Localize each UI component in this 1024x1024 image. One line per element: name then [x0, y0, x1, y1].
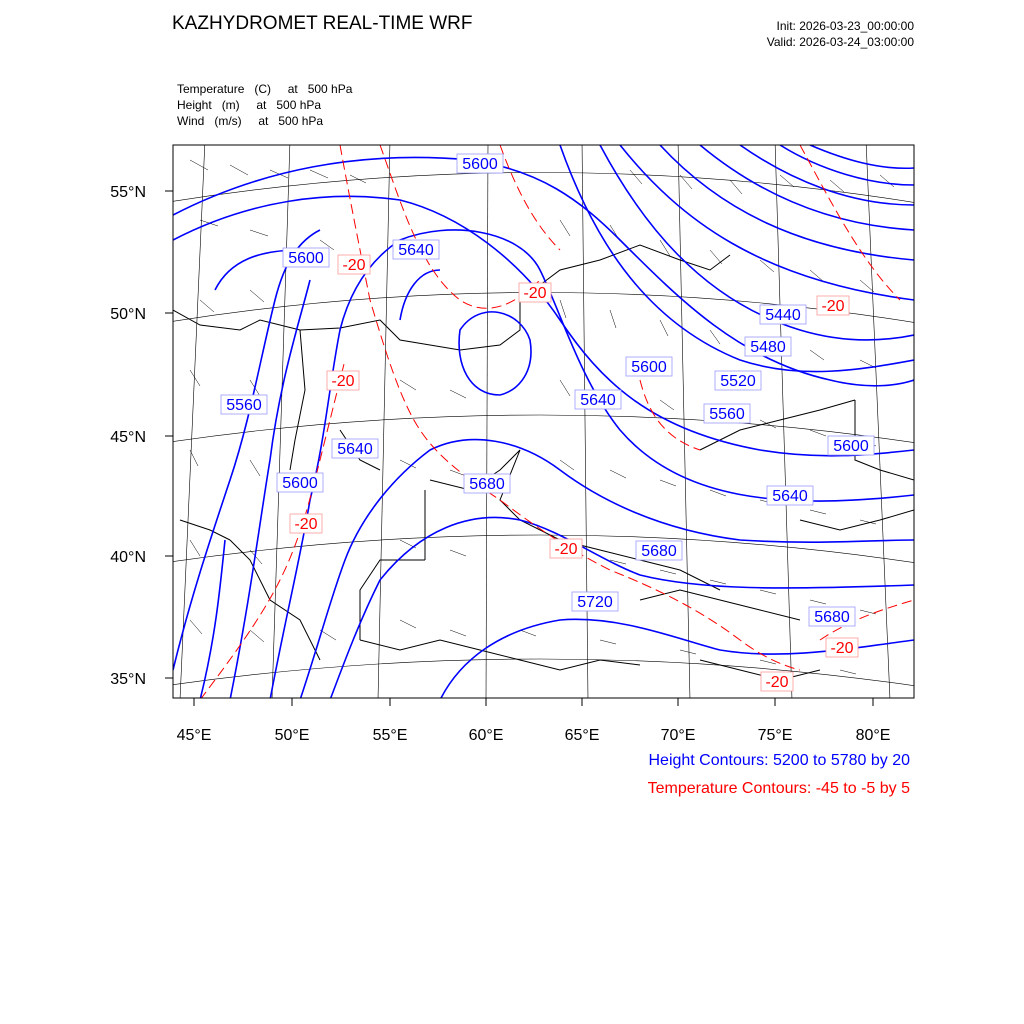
lon-label: 75°E: [757, 727, 793, 744]
height-label: [575, 390, 621, 409]
svg-text:-20: -20: [294, 516, 318, 533]
svg-text:5640: 5640: [772, 488, 808, 505]
svg-text:-20: -20: [830, 640, 854, 657]
svg-text:5640: 5640: [580, 392, 616, 409]
svg-text:5480: 5480: [750, 339, 786, 356]
svg-text:5440: 5440: [765, 307, 801, 324]
height-label: [572, 592, 618, 611]
map-title: KAZHYDROMET REAL-TIME WRF: [172, 13, 473, 34]
temperature-label: [519, 283, 551, 302]
lon-label: 60°E: [468, 727, 504, 744]
lon-label: 55°E: [372, 727, 408, 744]
svg-text:-20: -20: [331, 373, 355, 390]
field-wind: Wind (m/s) at 500 hPa: [177, 114, 324, 128]
wind-barbs: [190, 160, 894, 674]
svg-text:5600: 5600: [833, 438, 869, 455]
height-label: [393, 240, 439, 259]
svg-text:5600: 5600: [462, 156, 498, 173]
height-label: [760, 305, 806, 324]
svg-text:5680: 5680: [814, 609, 850, 626]
svg-text:5560: 5560: [709, 406, 745, 423]
svg-text:5600: 5600: [631, 359, 667, 376]
lat-label: 50°N: [110, 306, 146, 323]
svg-text:5640: 5640: [398, 242, 434, 259]
temperature-label: [550, 539, 582, 558]
lat-label: 55°N: [110, 184, 146, 201]
temperature-label: [761, 672, 793, 691]
height-labels: [221, 154, 874, 626]
lon-label: 50°E: [274, 727, 310, 744]
temperature-label: [338, 255, 370, 274]
svg-text:-20: -20: [554, 541, 578, 558]
svg-text:-20: -20: [821, 298, 845, 315]
height-label: [221, 395, 267, 414]
svg-text:-20: -20: [765, 674, 789, 691]
init-time: Init: 2026-03-23_00:00:00: [776, 19, 914, 33]
svg-text:5600: 5600: [282, 475, 318, 492]
temperature-label: [826, 638, 858, 657]
svg-text:-20: -20: [342, 257, 366, 274]
svg-text:5640: 5640: [337, 441, 373, 458]
temperature-label: [327, 371, 359, 390]
field-temperature: Temperature (C) at 500 hPa: [177, 82, 353, 96]
temperature-contour-legend: Temperature Contours: -45 to -5 by 5: [647, 780, 910, 797]
lon-labels: [177, 727, 891, 744]
height-label: [745, 337, 791, 356]
height-contour-legend: Height Contours: 5200 to 5780 by 20: [648, 752, 910, 769]
height-label: [283, 248, 329, 267]
svg-text:-20: -20: [523, 285, 547, 302]
map-frame: [173, 145, 914, 698]
height-contours: [173, 145, 914, 700]
height-label: [464, 474, 510, 493]
svg-text:5560: 5560: [226, 397, 262, 414]
lon-label: 70°E: [660, 727, 696, 744]
temperature-label: [290, 514, 322, 533]
lat-label: 45°N: [110, 429, 146, 446]
svg-text:5520: 5520: [720, 373, 756, 390]
valid-time: Valid: 2026-03-24_03:00:00: [766, 35, 914, 49]
svg-text:5600: 5600: [288, 250, 324, 267]
height-label: [767, 486, 813, 505]
lon-label: 65°E: [564, 727, 600, 744]
svg-text:5720: 5720: [577, 594, 613, 611]
height-label: [715, 371, 761, 390]
lat-label: 35°N: [110, 671, 146, 688]
height-label: [626, 357, 672, 376]
height-label: [828, 436, 874, 455]
temperature-label: [817, 296, 849, 315]
height-label: [277, 473, 323, 492]
temperature-contours: [200, 145, 914, 700]
lon-label: 80°E: [855, 727, 891, 744]
svg-text:5680: 5680: [469, 476, 505, 493]
height-label: [809, 607, 855, 626]
field-height: Height (m) at 500 hPa: [177, 98, 322, 112]
height-label: [457, 154, 503, 173]
lon-label: 45°E: [176, 727, 212, 744]
height-label: [636, 541, 682, 560]
lat-labels: [110, 184, 146, 688]
lat-label: 40°N: [110, 549, 146, 566]
height-label: [704, 404, 750, 423]
svg-text:5680: 5680: [641, 543, 677, 560]
height-label: [332, 439, 378, 458]
